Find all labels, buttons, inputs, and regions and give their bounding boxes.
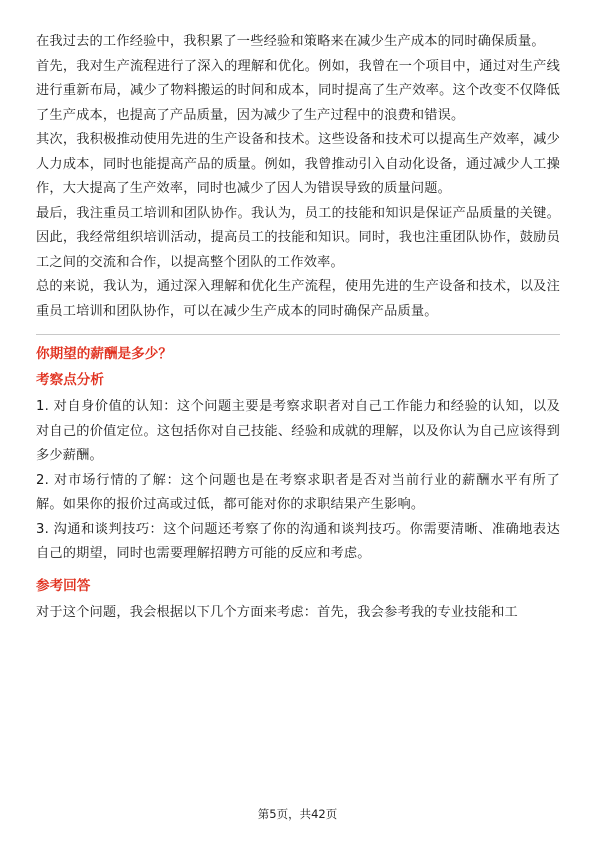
section-divider (36, 334, 560, 335)
analysis-item-3: 3. 沟通和谈判技巧：这个问题还考察了你的沟通和谈判技巧。你需要清晰、准确地表达自己的期望，同时也需要理解招聘方可能的反应和考虑。 (36, 521, 560, 561)
page-number: 第5页，共42页 (257, 807, 338, 821)
analysis-item-1: 1. 对自身价值的认知：这个问题主要是考察求职者对自己工作能力和经验的认知，以及对自己的价值定位。这包括你对自己技能、经验和成就的理解，以及你认为自己应该得到多少薪酬。 (36, 399, 560, 463)
analysis-heading: 考察点分析 (36, 372, 104, 388)
reference-answer-heading: 参考回答 (36, 577, 91, 594)
intro-paragraph-1: 在我过去的工作经验中，我积累了一些经验和策略来在减少生产成本的同时确保质量。 (36, 34, 545, 49)
page-content (36, 30, 560, 625)
intro-paragraph-3: 其次，我积极推动使用先进的生产设备和技术。这些设备和技术可以提高生产效率，减少人力成本，同时也能提高产品的质量。例如，我曾推动引入自动化设备，通过减少人工操作，大大提高了生产效率，同时也减少了因人为错误导致的质量问题。 (36, 132, 560, 196)
question-heading: 你期望的薪酬是多少？ (36, 346, 172, 362)
intro-paragraph-5: 总的来说，我认为，通过深入理解和优化生产流程，使用先进的生产设备和技术，以及注重员工培训和团队协作，可以在减少生产成本的同时确保产品质量。 (36, 279, 560, 319)
analysis-item-2: 2. 对市场行情的了解：这个问题也是在考察求职者是否对当前行业的薪酬水平有所了解。如果你的报价过高或过低，都可能对你的求职结果产生影响。 (36, 472, 560, 512)
intro-paragraph-4: 最后，我注重员工培训和团队协作。我认为，员工的技能和知识是保证产品质量的关键。因此，我经常组织培训活动，提高员工的技能和知识。同时，我也注重团队协作，鼓励员工之间的交流和合作，以提高整个团队的工作效率。 (36, 205, 560, 270)
reference-answer-text: 对于这个问题，我会根据以下几个方面来考虑：首先，我会参考我的专业技能和工 (36, 604, 518, 620)
intro-paragraph-2: 首先，我对生产流程进行了深入的理解和优化。例如，我曾在一个项目中，通过对生产线进行重新布局，减少了物料搬运的时间和成本，同时提高了生产效率。这个改变不仅降低了生产成本，也提高了产品质量，因为减少了生产过程中的浪费和错误。 (36, 58, 560, 123)
